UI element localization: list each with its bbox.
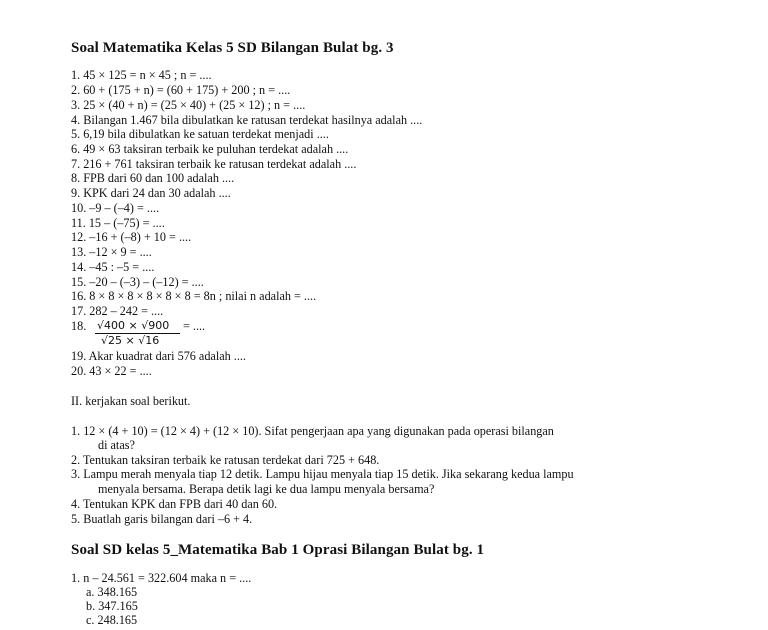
essay-1-continued: di atas? [98,438,135,452]
question-1: 1. 45 × 125 = n × 45 ; n = .... [71,68,212,82]
fraction-numerator: √400 × √900 [97,319,170,332]
fraction-denominator: √25 × √16 [101,334,160,347]
question-17: 17. 282 – 242 = .... [71,304,164,318]
question-14: 14. –45 : –5 = .... [71,260,155,274]
essay-4: 4. Tentukan KPK dan FPB dari 40 dan 60. [71,497,278,511]
essay-5: 5. Buatlah garis bilangan dari –6 + 4. [71,512,253,526]
mc-option-a: a. 348.165 [86,585,138,599]
question-10: 10. –9 – (–4) = .... [71,201,160,215]
document-title: Soal Matematika Kelas 5 SD Bilangan Bulat bg. 3 [71,40,394,56]
essay-1: 1. 12 × (4 + 10) = (12 × 4) + (12 × 10). Sifat pengerjaan apa yang digunakan pada operasi bilangan [71,424,554,438]
question-12: 12. –16 + (–8) + 10 = .... [71,230,192,244]
question-18-number: 18. [71,319,87,333]
document-title-2: Soal SD kelas 5_Matematika Bab 1 Oprasi Bilangan Bulat bg. 1 [71,542,485,558]
question-2: 2. 60 + (175 + n) = (60 + 175) + 200 ; n = .... [71,83,291,97]
essay-2: 2. Tentukan taksiran terbaik ke ratusan terdekat dari 725 + 648. [71,453,380,467]
section-2-title: II. kerjakan soal berikut. [71,394,191,408]
question-7: 7. 216 + 761 taksiran terbaik ke ratusan terdekat adalah .... [71,157,357,171]
mc-option-c: c. 248.165 [86,613,138,627]
essay-3: 3. Lampu merah menyala tiap 12 detik. Lampu hijau menyala tiap 15 detik. Jika sekarang kedua lampu [71,467,574,481]
question-19: 19. Akar kuadrat dari 576 adalah .... [71,349,246,363]
question-16: 16. 8 × 8 × 8 × 8 × 8 × 8 = 8n ; nilai n adalah = .... [71,289,317,303]
question-11: 11. 15 – (–75) = .... [71,216,165,230]
question-3: 3. 25 × (40 + n) = (25 × 40) + (25 × 12) ; n = .... [71,98,306,112]
question-20: 20. 43 × 22 = .... [71,364,152,378]
question-8: 8. FPB dari 60 dan 100 adalah .... [71,171,235,185]
question-9: 9. KPK dari 24 dan 30 adalah .... [71,186,231,200]
question-6: 6. 49 × 63 taksiran terbaik ke puluhan terdekat adalah .... [71,142,349,156]
question-15: 15. –20 – (–3) – (–12) = .... [71,275,204,289]
question-18-suffix: = .... [183,319,206,333]
question-4: 4. Bilangan 1.467 bila dibulatkan ke ratusan terdekat hasilnya adalah .... [71,113,423,127]
mc-question-1: 1. n – 24.561 = 322.604 maka n = .... [71,571,252,585]
mc-option-b: b. 347.165 [86,599,138,613]
essay-3-continued: menyala bersama. Berapa detik lagi ke dua lampu menyala bersama? [98,482,435,496]
question-13: 13. –12 × 9 = .... [71,245,152,259]
question-5: 5. 6,19 bila dibulatkan ke satuan terdekat menjadi .... [71,127,329,141]
